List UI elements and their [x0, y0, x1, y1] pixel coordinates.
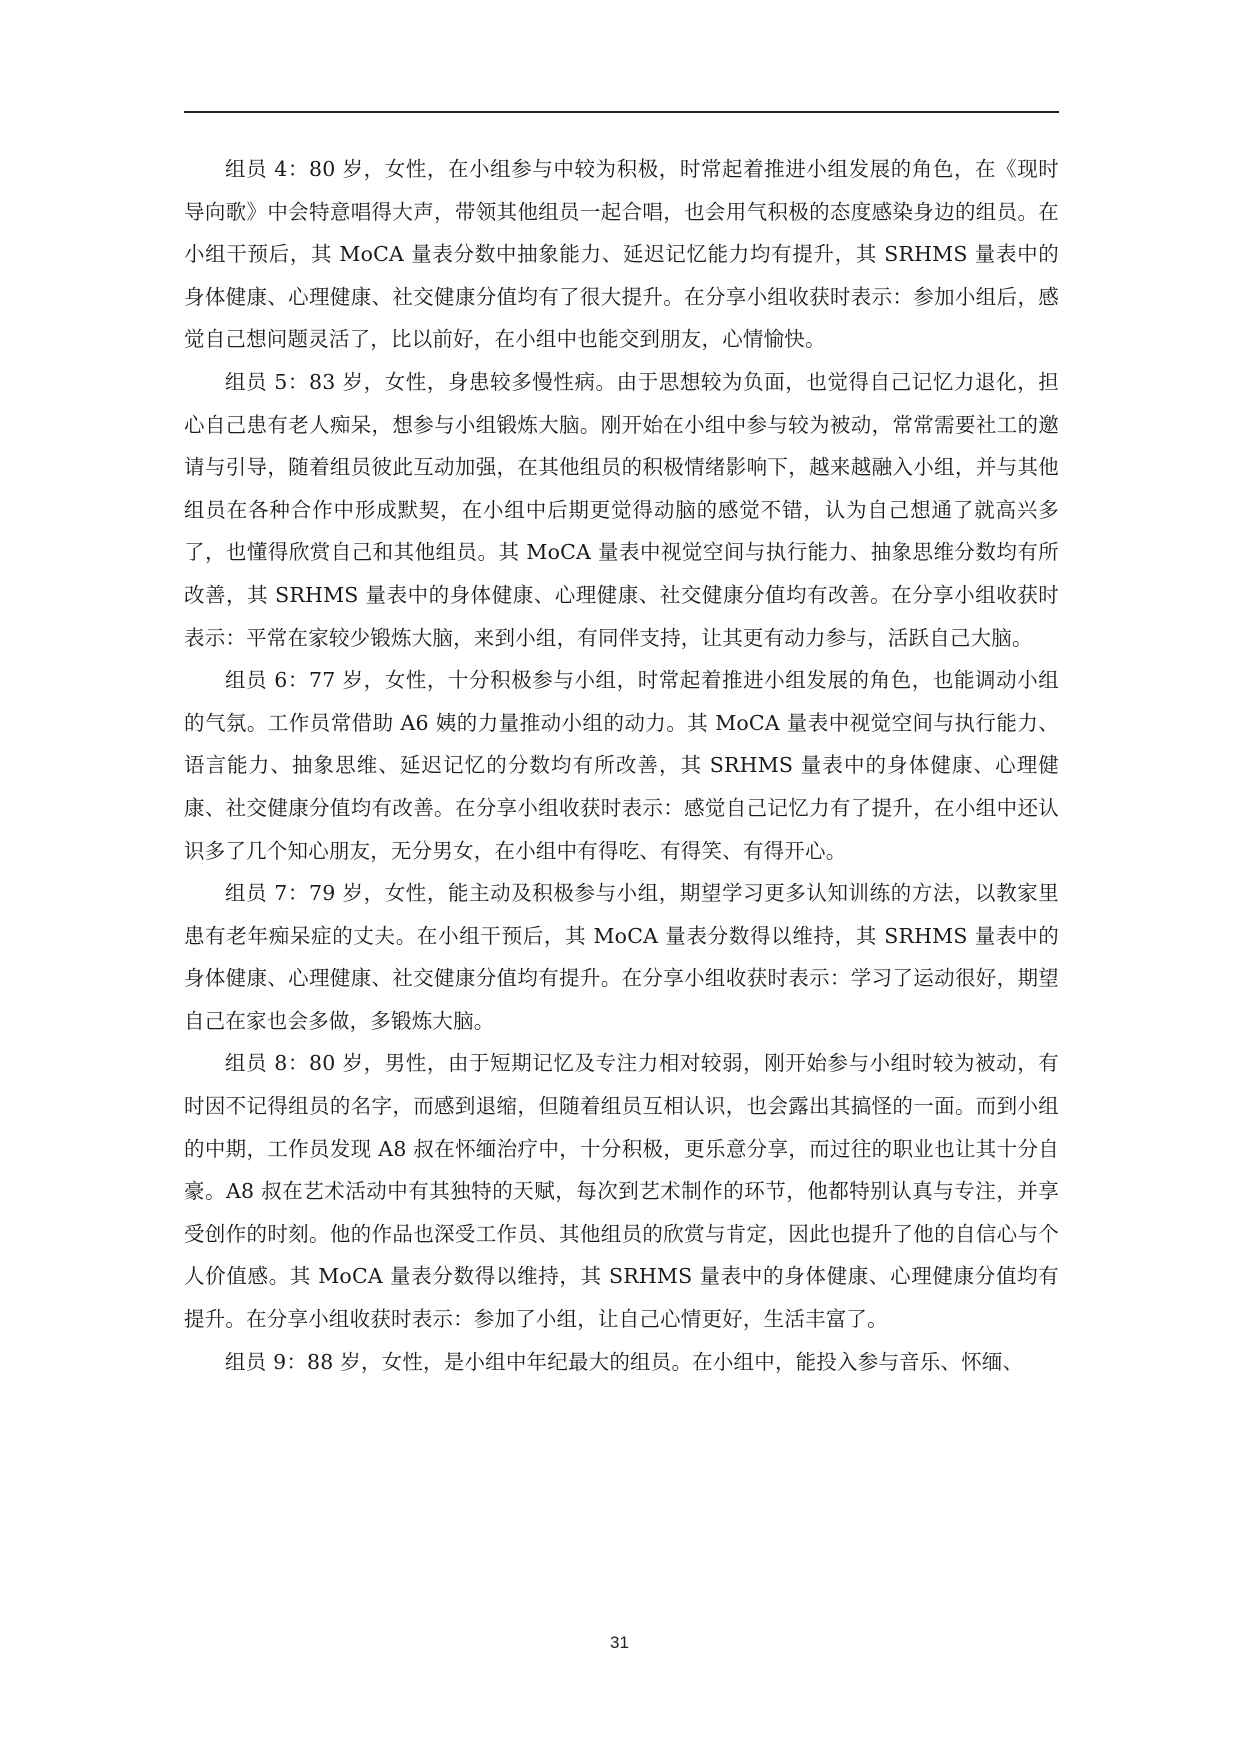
- paragraph-member-7: 组员 7：79 岁，女性，能主动及积极参与小组，期望学习更多认知训练的方法，以教家里患有老年痴呆症的丈夫。在小组干预后，其 MoCA 量表分数得以维持，其 SRHMS 量表中的身体健康、心理健康、社交健康分值均有提升。在分享小组收获时表示：学习了运动很好，期望自己在家也会多做，多锻炼大脑。: [184, 881, 1059, 1033]
- paragraph-member-8: 组员 8：80 岁，男性，由于短期记忆及专注力相对较弱，刚开始参与小组时较为被动，有时因不记得组员的名字，而感到退缩，但随着组员互相认识，也会露出其搞怪的一面。而到小组的中期，工作员发现 A8 叔在怀缅治疗中，十分积极，更乐意分享，而过往的职业也让其十分自豪。A8 叔在艺术活动中有其独特的天赋，每次到艺术制作的环节，他都特别认真与专注，并享受创作的时刻。他的作品也深受工作员、其他组员的欣赏与肯定，因此也提升了他的自信心与个人价值感。其 MoCA 量表分数得以维持，其 SRHMS 量表中的身体健康、心理健康分值均有提升。在分享小组收获时表示：参加了小组，让自己心情更好，生活丰富了。: [184, 1051, 1059, 1332]
- paragraph-member-5: 组员 5：83 岁，女性，身患较多慢性病。由于思想较为负面，也觉得自己记忆力退化，担心自己患有老人痴呆，想参与小组锻炼大脑。刚开始在小组中参与较为被动，常常需要社工的邀请与引导，随着组员彼此互动加强，在其他组员的积极情绪影响下，越来越融入小组，并与其他组员在各种合作中形成默契，在小组中后期更觉得动脑的感觉不错，认为自己想通了就高兴多了，也懂得欣赏自己和其他组员。其 MoCA 量表中视觉空间与执行能力、抽象思维分数均有所改善，其 SRHMS 量表中的身体健康、心理健康、社交健康分值均有改善。在分享小组收获时表示：平常在家较少锻炼大脑，来到小组，有同伴支持，让其更有动力参与，活跃自己大脑。: [184, 369, 1059, 650]
- page-number: 31: [610, 1633, 629, 1652]
- paragraph-member-9: 组员 9：88 岁，女性，是小组中年纪最大的组员。在小组中，能投入参与音乐、怀缅、: [225, 1349, 1024, 1374]
- page-body: [184, 148, 1059, 1383]
- paragraph-member-4: 组员 4：80 岁，女性，在小组参与中较为积极，时常起着推进小组发展的角色，在《现时导向歌》中会特意唱得大声，带领其他组员一起合唱，也会用气积极的态度感染身边的组员。在小组干预后，其 MoCA 量表分数中抽象能力、延迟记忆能力均有提升，其 SRHMS 量表中的身体健康、心理健康、社交健康分值均有了很大提升。在分享小组收获时表示：参加小组后，感觉自己想问题灵活了，比以前好，在小组中也能交到朋友，心情愉快。: [184, 157, 1059, 352]
- paragraph-member-6: 组员 6：77 岁，女性，十分积极参与小组，时常起着推进小组发展的角色，也能调动小组的气氛。工作员常借助 A6 姨的力量推动小组的动力。其 MoCA 量表中视觉空间与执行能力、语言能力、抽象思维、延迟记忆的分数均有所改善，其 SRHMS 量表中的身体健康、心理健康、社交健康分值均有改善。在分享小组收获时表示：感觉自己记忆力有了提升，在小组中还认识多了几个知心朋友，无分男女，在小组中有得吃、有得笑、有得开心。: [184, 668, 1059, 863]
- header-rule: [184, 111, 1059, 113]
